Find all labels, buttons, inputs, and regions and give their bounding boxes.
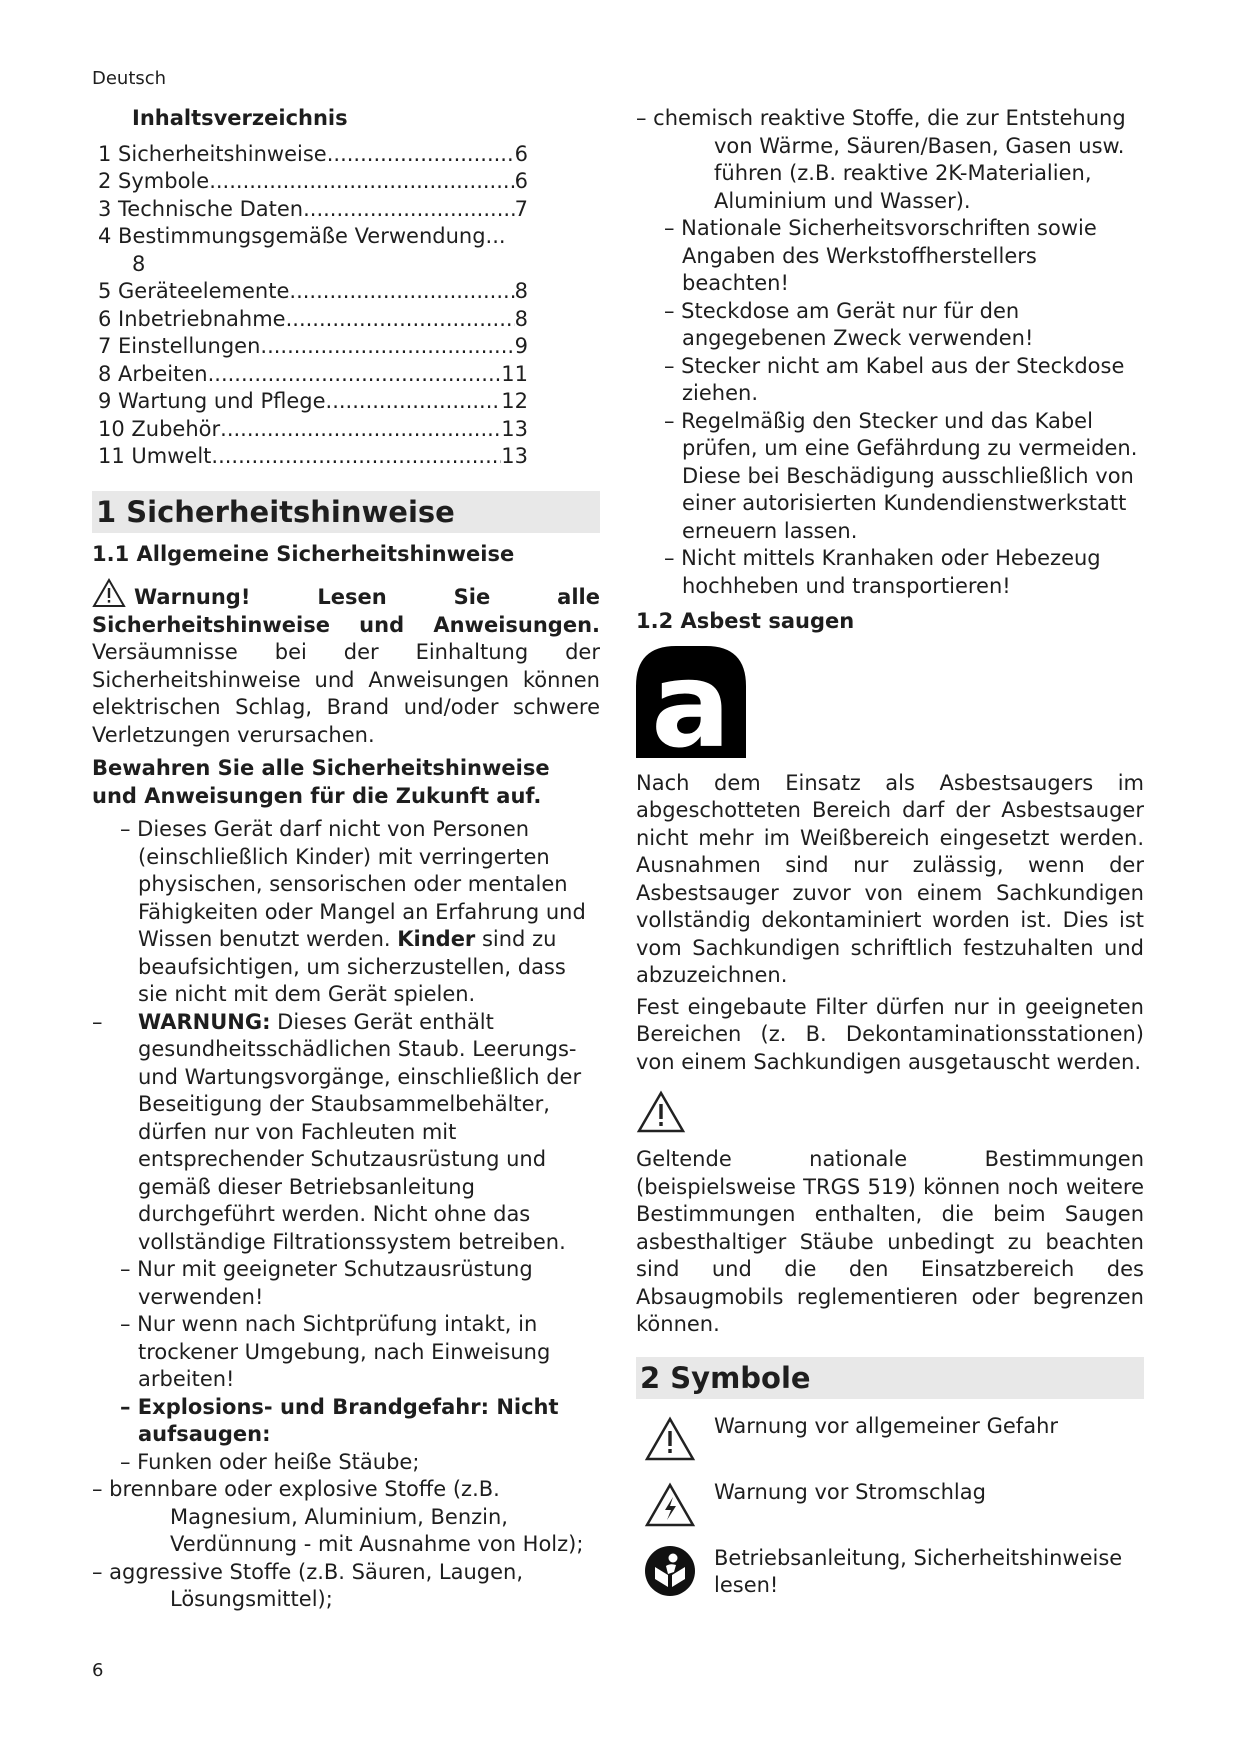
symbol-description: Betriebsanleitung, Sicherheitshinweise lesen! (714, 1545, 1123, 1597)
list-item-socket: – Steckdose am Gerät nur für den angegebenen Zweck verwenden! (664, 298, 1034, 350)
list-item-protection: – Nur mit geeigneter Schutzausrüstung verwenden! (120, 1257, 533, 1309)
toc-item[interactable]: 5 Geräteelemente ..... 8 (98, 278, 528, 306)
asbestos-logo-icon (636, 646, 746, 758)
list-item-national-rules: – Nationale Sicherheitsvorschriften sowie Angaben des Werkstoffherstellers beachten! (664, 216, 1097, 295)
left-column (92, 105, 600, 1614)
toc-item[interactable]: 3 Technische Daten ..... 7 (98, 196, 528, 224)
read-manual-icon (644, 1545, 696, 1597)
list-item-flammable: – brennbare oder explosive Stoffe (z.B. Magnesium, Aluminium, Benzin, Verdünnung - mit Ausnahme von Holz); (92, 1477, 584, 1556)
warning-triangle-icon (644, 1413, 696, 1465)
list-item-crane: – Nicht mittels Kranhaken oder Hebezeug hochheben und transportieren! (664, 546, 1101, 598)
toc-title: Inhaltsverzeichnis (132, 106, 348, 130)
asbestos-paragraph-1: Nach dem Einsatz als Asbestsaugers im abgeschotteten Bereich darf der Asbestsauger nicht mehr im Weißbereich eingesetzt werden. Ausnahmen sind nur zulässig, wenn der Asbestsauger zuvor von einem Sachkundigen vollständig dekontaminiert worden ist. Dies ist vom Sachkundigen schriftlich festzuhalten und abzuzeichnen. (636, 770, 1144, 987)
symbol-description: Warnung vor allgemeiner Gefahr (714, 1413, 1059, 1438)
electric-shock-icon (644, 1479, 696, 1531)
warning-triangle-icon (636, 1090, 686, 1134)
list-item-warning: – WARNUNG: Dieses Gerät enthält gesundheitsschädlichen Staub. Leerungs- und Wartungsvorgänge, einschließlich der Beseitigung der Staubsammelbehälter, dürfen nur von Fachleuten mit entsprechender Schutzausrüstung und gemäß dieser Betriebsanleitung durchgeführt werden. Nicht ohne das vollständige Filtrationssystem betreiben. (92, 1009, 582, 1254)
asbestos-paragraph-3: Geltende nationale Bestimmungen (beispielsweise TRGS 519) können noch weitere Bestimmungen enthalten, die beim Saugen asbesthaltiger Stäube unbedingt zu beachten sind und die den Einsatzbereich des Absaugmobils reglementieren oder begrenzen können. (636, 1147, 1144, 1336)
toc-item[interactable]: 7 Einstellungen ..... 9 (98, 333, 528, 361)
list-item-aggressive: – aggressive Stoffe (z.B. Säuren, Laugen, Lösungsmittel); (92, 1559, 524, 1611)
list-item-sparks: – Funken oder heiße Stäube; (120, 1449, 420, 1474)
toc-item[interactable]: 10 Zubehör ..... 13 (98, 416, 528, 444)
symbol-row (636, 1545, 1144, 1600)
warning-paragraph: Warnung! Lesen Sie alle Sicherheitshinweise und Anweisungen. Versäumnisse bei der Einhaltung der Sicherheitshinweise und Anweisungen können elektrischen Schlag, Brand und/oder schwere Verletzungen verursachen. (92, 578, 600, 749)
warning-triangle-icon (92, 578, 126, 608)
toc-item[interactable]: 11 Umwelt ..... 13 (98, 443, 528, 471)
language-label: Deutsch (92, 68, 167, 89)
toc-list (92, 141, 600, 471)
subheading-general-safety: 1.1 Allgemeine Sicherheitshinweise (92, 541, 515, 566)
section-heading-safety: 1 Sicherheitshinweise (92, 491, 600, 533)
list-item-visual-check: – Nur wenn nach Sichtprüfung intakt, in trockener Umgebung, nach Einweisung arbeiten! (120, 1312, 551, 1391)
list-item-chemical: – chemisch reaktive Stoffe, die zur Entstehung von Wärme, Säuren/Basen, Gasen usw. führen (z.B. reaktive 2K-Materialien, Aluminium und Wasser). (636, 106, 1126, 213)
toc-item[interactable]: 6 Inbetriebnahme ..... 8 (98, 306, 528, 334)
symbol-row (636, 1479, 1144, 1531)
list-item-check-cable: – Regelmäßig den Stecker und das Kabel prüfen, um eine Gefährdung zu vermeiden. Diese bei Beschädigung ausschließlich von einer autorisierten Kundendienstwerkstatt erneuern lassen. (664, 408, 1138, 543)
toc-item[interactable]: 4 Bestimmungsgemäße Verwendung... 8 (98, 224, 506, 276)
svg-text:a: a (651, 645, 731, 758)
toc-item[interactable]: 8 Arbeiten ..... 11 (98, 361, 528, 389)
toc-item[interactable]: 9 Wartung und Pflege ..... 12 (98, 388, 528, 416)
symbol-row (636, 1413, 1144, 1465)
section-heading-symbols: 2 Symbole (636, 1357, 1144, 1399)
toc-item[interactable]: 2 Symbole ..... 6 (98, 168, 528, 196)
subheading-asbestos: 1.2 Asbest saugen (636, 609, 855, 633)
symbol-description: Warnung vor Stromschlag (714, 1479, 986, 1504)
asbestos-paragraph-2: Fest eingebaute Filter dürfen nur in geeigneten Bereichen (z. B. Dekontaminationsstationen) von einem Sachkundigen ausgetauscht werden. (636, 994, 1144, 1074)
toc-item[interactable]: 1 Sicherheitshinweise ..... 6 (98, 141, 528, 169)
list-item-children: – Dieses Gerät darf nicht von Personen (einschließlich Kinder) mit verringerten physischen, sensorischen oder mentalen Fähigkeiten oder Mangel an Erfahrung und Wissen benutzt werden. Kinder sind zu beaufsichtigen, um sicherzustellen, dass sie nicht mit dem Gerät spielen. (120, 817, 586, 1006)
right-column (636, 105, 1144, 1600)
keep-instructions: Bewahren Sie alle Sicherheitshinweise und Anweisungen für die Zukunft auf. (92, 756, 550, 808)
page-number: 6 (92, 1660, 104, 1681)
list-item-plug: – Stecker nicht am Kabel aus der Steckdose ziehen. (664, 353, 1125, 405)
list-item-explosion: – Explosions- und Brandgefahr: Nicht aufsaugen: (120, 1394, 559, 1446)
